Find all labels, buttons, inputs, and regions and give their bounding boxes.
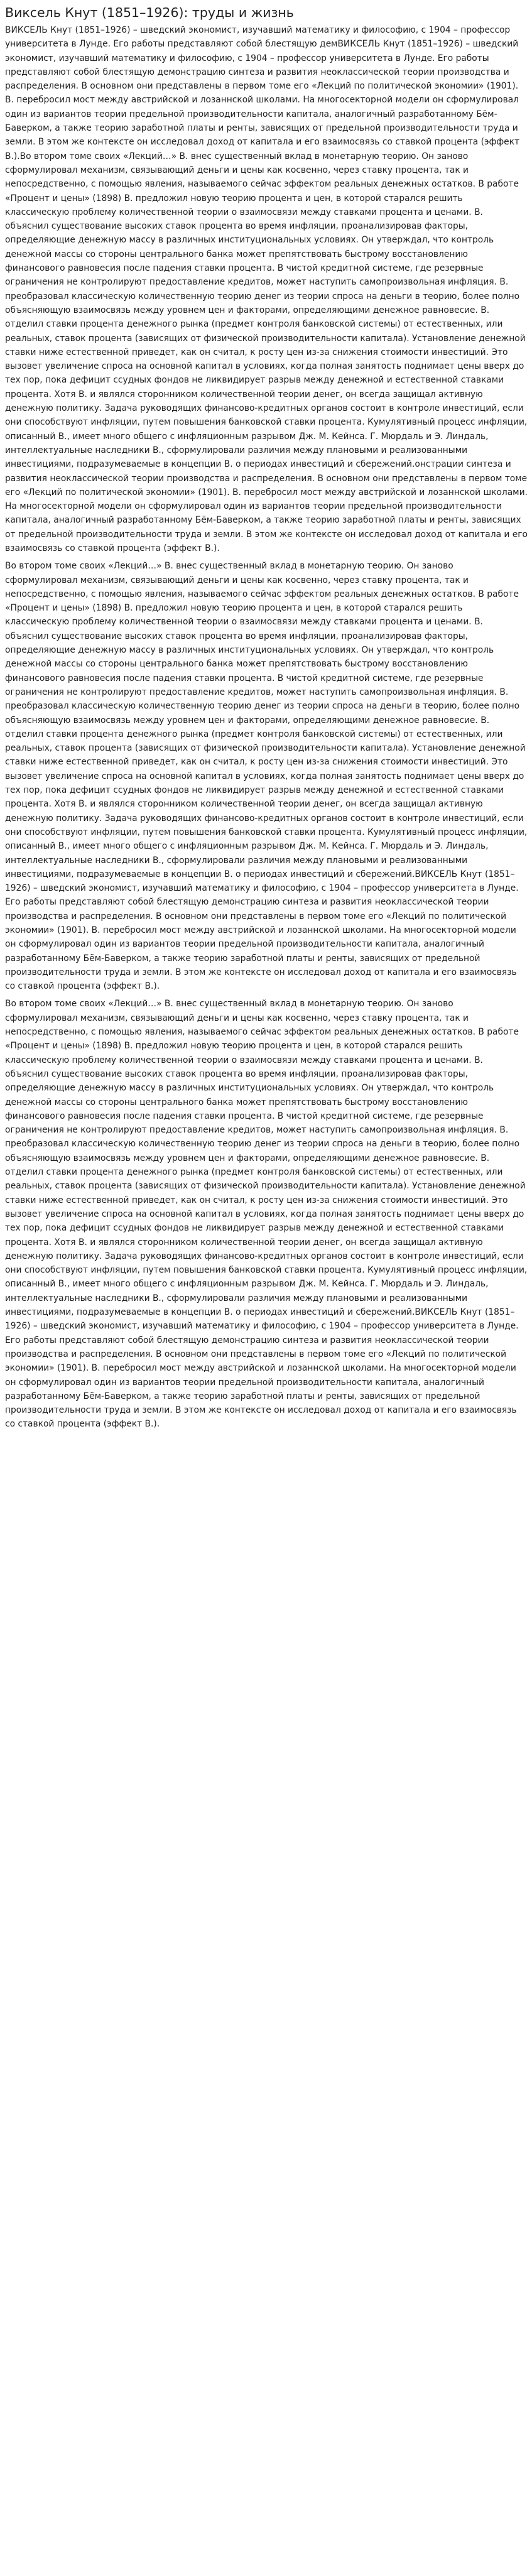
article-paragraph-3: Во втором томе своих «Лекций…» В. внес существенный вклад в монетарную теорию. Он заново сформулировал механизм, связывающий деньги и цены как косвенно, через ставку процента, так и непосредственно, с помощью явления, называемого сейчас эффектом реальных денежных остатков. В работе «Процент и цены» (1898) В. предложил новую теорию процента и цен, в которой старался решить классическую проблему количественной теории о взаимосвязи между ставками процента и ценами. В. объяснил существование высоких ставок процента во время инфляции, проанализировав факторы, определяющие денежную массу в различных институциональных условиях. Он утверждал, что контроль денежной массы со стороны центрального банка может препятствовать быстрому восстановлению финансового равновесия после падения ставки процента. В чистой кредитной системе, где резервные ограничения не контролируют предоставление кредитов, может наступить самопроизвольная инфляция. В. преобразовал классическую количественную теорию денег из теории спроса на деньги в теорию, более полно объясняющую взаимосвязь между уровнем цен и факторами, определяющими денежное равновесие. В. отделил ставки процента денежного рынка (предмет контроля банковской системы) от естественных, или реальных, ставок процента (зависящих от физической производительности капитала). Установление денежной ставки ниже естественной приведет, как он считал, к росту цен из-за снижения стоимости инвестиций. Это вызовет увеличение спроса на основной капитал в условиях, когда полная занятость поднимает цены вверх до тех пор, пока дефицит ссудных фондов не ликвидирует разрыв между денежной и естественной ставками процента. Хотя В. и являлся сторонником количественной теории денег, он всегда защищал активную денежную политику. Задача руководящих финансово-кредитных органов состоит в контроле инвестиций, если они способствуют инфляции, путем повышения банковской ставки процента. Кумулятивный процесс инфляции, описанный В., имеет много общего с инфляционным разрывом Дж. М. Кейнса. Г. Мюрдаль и Э. Линдаль, интеллектуальные наследники В., сформулировали различия между плановыми и реализованными инвестициями, подразумеваемые в концепции В. о периодах инвестиций и сбережений.ВИКСЕЛЬ Кнут (1851–1926) – шведский экономист, изучавший математику и философию, с 1904 – профессор университета в Лунде. Его работы представляют собой блестящую демонстрацию синтеза и развития неоклассической теории производства и распределения. В основном они представлены в первом томе его «Лекций по политической экономии» (1901). В. перебросил мост между австрийской и лозаннской школами. На многосекторной модели он сформулировал один из вариантов теории предельной производительности капитала, аналогичный разработанному Бём-Баверком, а также теорию заработной платы и ренты, зависящих от предельной производительности труда и земли. В этом же контексте он исследовал доход от капитала и его взаимосвязь со ставкой процента (эффект В.). xyxy=(5,999,528,1430)
article-paragraph-1: ВИКСЕЛЬ Кнут (1851–1926) – шведский экономист, изучавший математику и философию, с 1904 – профессор университета в Лунде. Его работы представляют собой блестящую демВИКСЕЛЬ Кнут (1851–1926) – шведский экономист, изучавший математику и философию, с 1904 – профессор университета в Лунде. Его работы представляют собой блестящую демонстрацию синтеза и развития неоклассической теории производства и распределения. В основном они представлены в первом томе его «Лекций по политической экономии» (1901). В. перебросил мост между австрийской и лозаннской школами. На многосекторной модели он сформулировал один из вариантов теории предельной производительности капитала, аналогичный разработанному Бём-Баверком, а также теорию заработной платы и ренты, зависящих от предельной производительности труда и земли. В этом же контексте он исследовал доход от капитала и его взаимосвязь со ставкой процента (эффект В.).Во втором томе своих «Лекций…» В. внес существенный вклад в монетарную теорию. Он заново сформулировал механизм, связывающий деньги и цены как косвенно, через ставку процента, так и непосредственно, с помощью явления, называемого сейчас эффектом реальных денежных остатков. В работе «Процент и цены» (1898) В. предложил новую теорию процента и цен, в которой старался решить классическую проблему количественной теории о взаимосвязи между ставками процента и ценами. В. объяснил существование высоких ставок процента во время инфляции, проанализировав факторы, определяющие денежную массу в различных институциональных условиях. Он утверждал, что контроль денежной массы со стороны центрального банка может препятствовать быстрому восстановлению финансового равновесия после падения ставки процента. В чистой кредитной системе, где резервные ограничения не контролируют предоставление кредитов, может наступить самопроизвольная инфляция. В. преобразовал классическую количественную теорию денег из теории спроса на деньги в теорию, более полно объясняющую взаимосвязь между уровнем цен и факторами, определяющими денежное равновесие. В. отделил ставки процента денежного рынка (предмет контроля банковской системы) от естественных, или реальных, ставок процента (зависящих от физической производительности капитала). Установление денежной ставки ниже естественной приведет, как он считал, к росту цен из-за снижения стоимости инвестиций. Это вызовет увеличение спроса на основной капитал в условиях, когда полная занятость поднимает цены вверх до тех пор, пока дефицит ссудных фондов не ликвидирует разрыв между денежной и естественной ставками процента. Хотя В. и являлся сторонником количественной теории денег, он всегда защищал активную денежную политику. Задача руководящих финансово-кредитных органов состоит в контроле инвестиций, если они способствуют инфляции, путем повышения банковской ставки процента. Кумулятивный процесс инфляции, описанный В., имеет много общего с инфляционным разрывом Дж. М. Кейнса. Г. Мюрдаль и Э. Линдаль, интеллектуальные наследники В., сформулировали различия между плановыми и реализованными инвестициями, подразумеваемые в концепции В. о периодах инвестиций и сбережений.онстрации синтеза и развития неоклассической теории производства и распределения. В основном они представлены в первом томе его «Лекций по политической экономии» (1901). В. перебросил мост между австрийской и лозаннской школами. На многосекторной модели он сформулировал один из вариантов теории предельной производительности капитала, аналогичный разработанному Бём-Баверком, а также теорию заработной платы и ренты, зависящих от предельной производительности труда и земли. В этом же контексте он исследовал доход от капитала и его взаимосвязь со ставкой процента (эффект В.). xyxy=(5,25,528,553)
article-title: Виксель Кнут (1851–1926): труды и жизнь xyxy=(5,5,294,20)
article-paragraph-2: Во втором томе своих «Лекций…» В. внес существенный вклад в монетарную теорию. Он заново сформулировал механизм, связывающий деньги и цены как косвенно, через ставку процента, так и непосредственно, с помощью явления, называемого сейчас эффектом реальных денежных остатков. В работе «Процент и цены» (1898) В. предложил новую теорию процента и цен, в которой старался решить классическую проблему количественной теории о взаимосвязи между ставками процента и ценами. В. объяснил существование высоких ставок процента во время инфляции, проанализировав факторы, определяющие денежную массу в различных институциональных условиях. Он утверждал, что контроль денежной массы со стороны центрального банка может препятствовать быстрому восстановлению финансового равновесия после падения ставки процента. В чистой кредитной системе, где резервные ограничения не контролируют предоставление кредитов, может наступить самопроизвольная инфляция. В. преобразовал классическую количественную теорию денег из теории спроса на деньги в теорию, более полно объясняющую взаимосвязь между уровнем цен и факторами, определяющими денежное равновесие. В. отделил ставки процента денежного рынка (предмет контроля банковской системы) от естественных, или реальных, ставок процента (зависящих от физической производительности капитала). Установление денежной ставки ниже естественной приведет, как он считал, к росту цен из-за снижения стоимости инвестиций. Это вызовет увеличение спроса на основной капитал в условиях, когда полная занятость поднимает цены вверх до тех пор, пока дефицит ссудных фондов не ликвидирует разрыв между денежной и естественной ставками процента. Хотя В. и являлся сторонником количественной теории денег, он всегда защищал активную денежную политику. Задача руководящих финансово-кредитных органов состоит в контроле инвестиций, если они способствуют инфляции, путем повышения банковской ставки процента. Кумулятивный процесс инфляции, описанный В., имеет много общего с инфляционным разрывом Дж. М. Кейнса. Г. Мюрдаль и Э. Линдаль, интеллектуальные наследники В., сформулировали различия между плановыми и реализованными инвестициями, подразумеваемые в концепции В. о периодах инвестиций и сбережений.ВИКСЕЛЬ Кнут (1851–1926) – шведский экономист, изучавший математику и философию, с 1904 – профессор университета в Лунде. Его работы представляют собой блестящую демонстрацию синтеза и развития неоклассической теории производства и распределения. В основном они представлены в первом томе его «Лекций по политической экономии» (1901). В. перебросил мост между австрийской и лозаннской школами. На многосекторной модели он сформулировал один из вариантов теории предельной производительности капитала, аналогичный разработанному Бём-Баверком, а также теорию заработной платы и ренты, зависящих от предельной производительности труда и земли. В этом же контексте он исследовал доход от капитала и его взаимосвязь со ставкой процента (эффект В.). xyxy=(5,561,528,992)
